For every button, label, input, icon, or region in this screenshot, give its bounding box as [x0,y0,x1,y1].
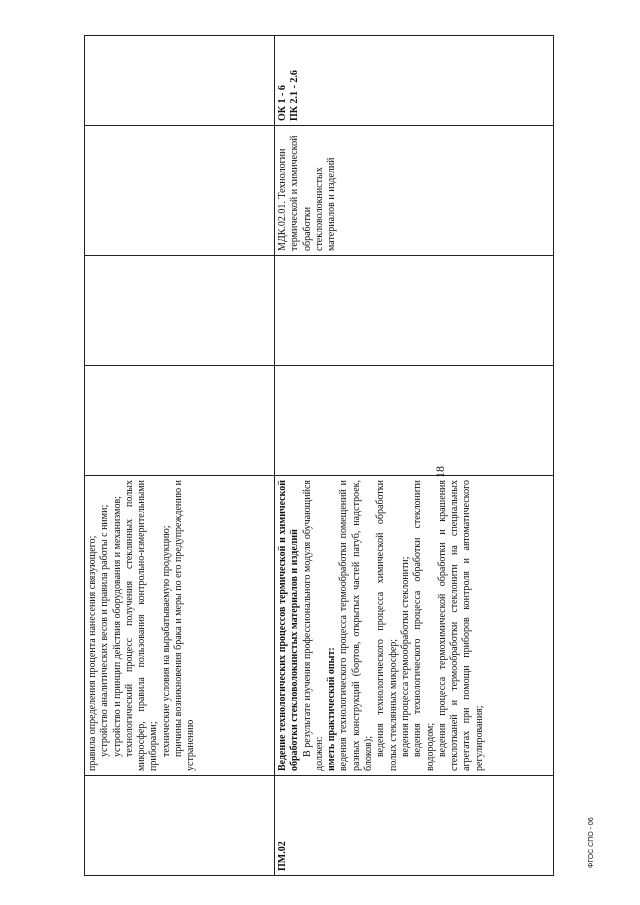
knowledge-line: технологический процесс получения стеклянных полых микросфер, правила пользования контрольно-измерительными приборами; [123,480,160,771]
cell-pm02-hours-max [275,366,554,476]
page-number: 18 [433,466,447,478]
rotated-table-container [84,36,554,876]
table-row-pm02 [275,36,554,876]
cell-pm02-description [275,476,554,776]
cell-pm02-competencies [275,36,554,126]
experience-item: ведения технологического процесса термообработки помещений и разных конструкций (бортов, открытых частей патуб, надстроек, блоков); [338,480,375,771]
knowledge-line: устройство и принцип действия оборудования и механизмов; [111,496,123,757]
experience-item: ведения процесса термообработки стеклонити; [399,556,411,757]
competency-general: ОК 1 - 6 [277,85,288,121]
knowledge-line: причины возникновения брака и меры по его предупреждению и устранению [173,480,197,771]
cell-hours-max-empty [85,366,275,476]
experience-item: ведения технологического процесса обработки стеклонити водородом; [412,480,436,771]
knowledge-line: устройство аналитических весов и правила работы с ними; [99,504,111,757]
experience-item: ведения технологического процесса химической обработки полых стеклянных микросфер; [375,480,399,771]
competency-professional: ПК 2.1 - 2.6 [289,70,301,121]
module-intro: В результате изучения профессионального модуля обучающийся должен: [301,480,325,771]
cell-knowledge-continued [85,476,275,776]
cell-pm02-hours-mandatory [275,256,554,366]
table-row-continued [85,36,275,876]
cell-mdk-empty [85,126,275,256]
experience-label: иметь практический опыт: [326,647,338,771]
curriculum-table [84,35,554,876]
knowledge-line: правила определения процента нанесения связующего; [87,535,98,771]
experience-item: ведения процесса термохимической обработки и крашения стеклотканей и термообработки стеклонити на специальных агрегатах при помощи приборов контроля и автоматического регулирования; [436,480,485,771]
module-title: Ведение технологических процессов термической и химической обработки стекловолокнистых материалов и изделий [277,480,301,771]
cell-code-empty [85,776,275,876]
cell-pm02-mdk: МДК.02.01. Технологии термической и химической обработки стекловолокнистых материалов и изделий [275,126,554,256]
module-code: ПМ.02 [275,776,554,876]
cell-competencies-empty [85,36,275,126]
footer-code: ФГОС СПО - 06 [588,817,595,868]
cell-hours-mandatory-empty [85,256,275,366]
knowledge-line: технические условия на вырабатываемую продукцию; [160,525,172,757]
